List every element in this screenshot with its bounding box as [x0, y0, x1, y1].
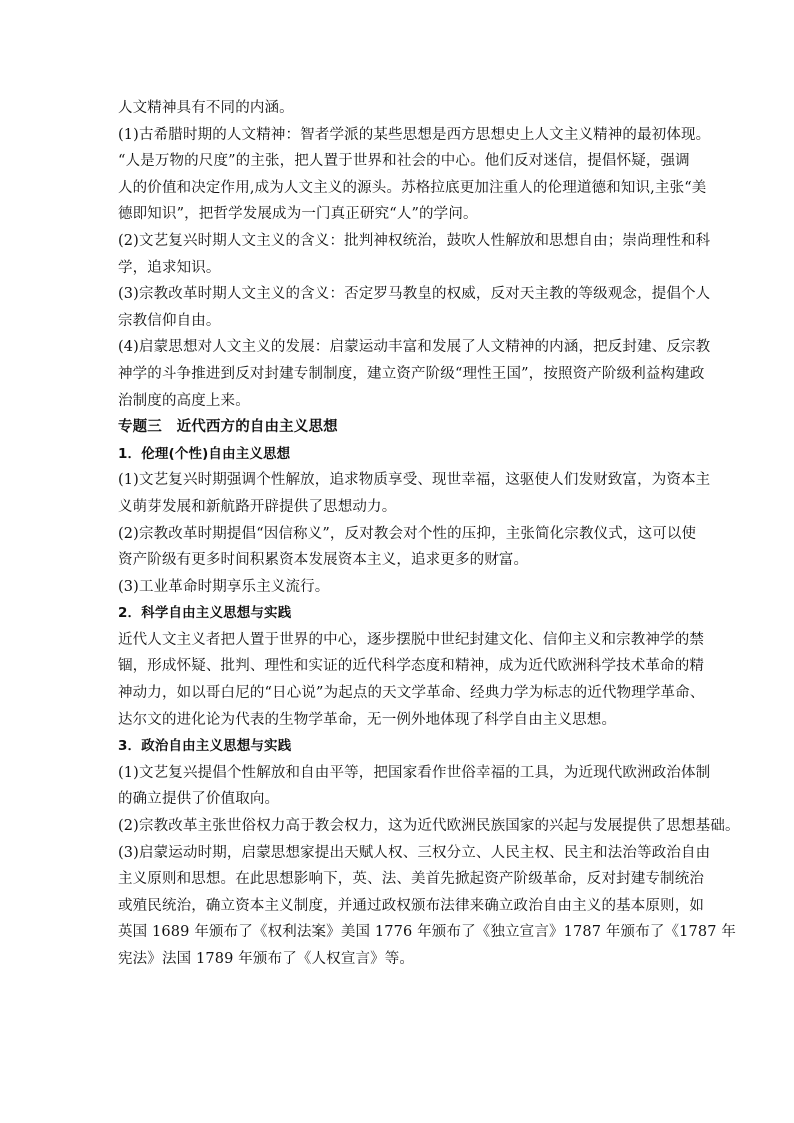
text-line: 人文精神具有不同的内涵。 — [118, 100, 294, 116]
text-line: “人是万物的尺度”的主张，把人置于世界和社会的中心。他们反对迷信，提倡怀疑，强调 — [118, 153, 690, 170]
text-line: (4)启蒙思想对人文主义的发展：启蒙运动丰富和发展了人文精神的内涵，把反封建、反宗教 — [118, 339, 711, 356]
text-line: 义萌芽发展和新航路开辟提供了思想动力。 — [118, 498, 397, 515]
text-line: (2)文艺复兴时期人文主义的含义：批判神权统治，鼓吹人性解放和思想自由；崇尚理性和科 — [118, 232, 711, 249]
text-line: 神学的斗争推进到反对封建专制制度，建立资产阶级“理性王国”，按照资产阶级利益构建政 — [118, 365, 705, 382]
text-line: 学，追求知识。 — [118, 259, 221, 276]
text-line: 德即知识”，把哲学发展成为一门真正研究“人”的学问。 — [118, 206, 478, 223]
text-line: 或殖民统治，确立资本主义制度，并通过政权颁布法律来确立政治自由主义的基本原则，如 — [118, 897, 704, 914]
text-line: (3)启蒙运动时期，启蒙思想家提出天赋人权、三权分立、人民主权、民主和法治等政治自由 — [118, 844, 711, 861]
text-line: (2)宗教改革主张世俗权力高于教会权力，这为近代欧洲民族国家的兴起与发展提供了思想基础。 — [118, 818, 740, 835]
subsection-heading: 1．伦理(个性)自由主义思想 — [118, 445, 291, 462]
text-line: 锢，形成怀疑、批判、理性和实证的近代科学态度和精神，成为近代欧洲科学技术革命的精 — [118, 658, 704, 675]
text-line: 近代人文主义者把人置于世界的中心，逐步摆脱中世纪封建文化、信仰主义和宗教神学的禁 — [118, 631, 704, 648]
text-line: (3)工业革命时期享乐主义流行。 — [118, 578, 330, 595]
text-line: (1)文艺复兴提倡个性解放和自由平等，把国家看作世俗幸福的工具，为近现代欧洲政治体制 — [118, 764, 711, 781]
document-page — [118, 95, 740, 973]
section-heading: 专题三 近代西方的自由主义思想 — [118, 419, 338, 436]
text-line: 人的价值和决定作用,成为人文主义的源头。苏格拉底更加注重人的伦理道德和知识,主张“美 — [118, 179, 707, 196]
text-line: 主义原则和思想。在此思想影响下，英、法、美首先掀起资产阶级革命，反对封建专制统治 — [118, 871, 704, 888]
subsection-heading: 2．科学自由主义思想与实践 — [118, 605, 292, 622]
text-line: 治制度的高度上来。 — [118, 392, 250, 409]
text-line: (2)宗教改革时期提倡“因信称义”，反对教会对个性的压抑，主张简化宗教仪式，这可以使 — [118, 525, 697, 542]
text-line: (3)宗教改革时期人文主义的含义：否定罗马教皇的权威，反对天主教的等级观念，提倡个人 — [118, 286, 711, 303]
text-line: 达尔文的进化论为代表的生物学革命，无一例外地体现了科学自由主义思想。 — [118, 711, 617, 728]
text-line: 神动力，如以哥白尼的“日心说”为起点的天文学革命、经典力学为标志的近代物理学革命、 — [118, 685, 705, 702]
text-line: 宪法》法国 1789 年颁布了《人权宣言》等。 — [118, 951, 415, 967]
subsection-heading: 3．政治自由主义思想与实践 — [118, 738, 292, 755]
text-line: (1)文艺复兴时期强调个性解放，追求物质享受、现世幸福，这驱使人们发财致富，为资本主 — [118, 472, 711, 489]
text-line: (1)古希腊时期的人文精神：智者学派的某些思想是西方思想史上人文主义精神的最初体现。 — [118, 126, 711, 143]
text-line: 宗教信仰自由。 — [118, 312, 221, 329]
text-line: 资产阶级有更多时间积累资本发展资本主义，追求更多的财富。 — [118, 552, 529, 569]
text-line: 的确立提供了价值取向。 — [118, 791, 280, 808]
text-line: 英国 1689 年颁布了《权利法案》美国 1776 年颁布了《独立宣言》1787 年颁布了《1787 年 — [118, 924, 737, 941]
